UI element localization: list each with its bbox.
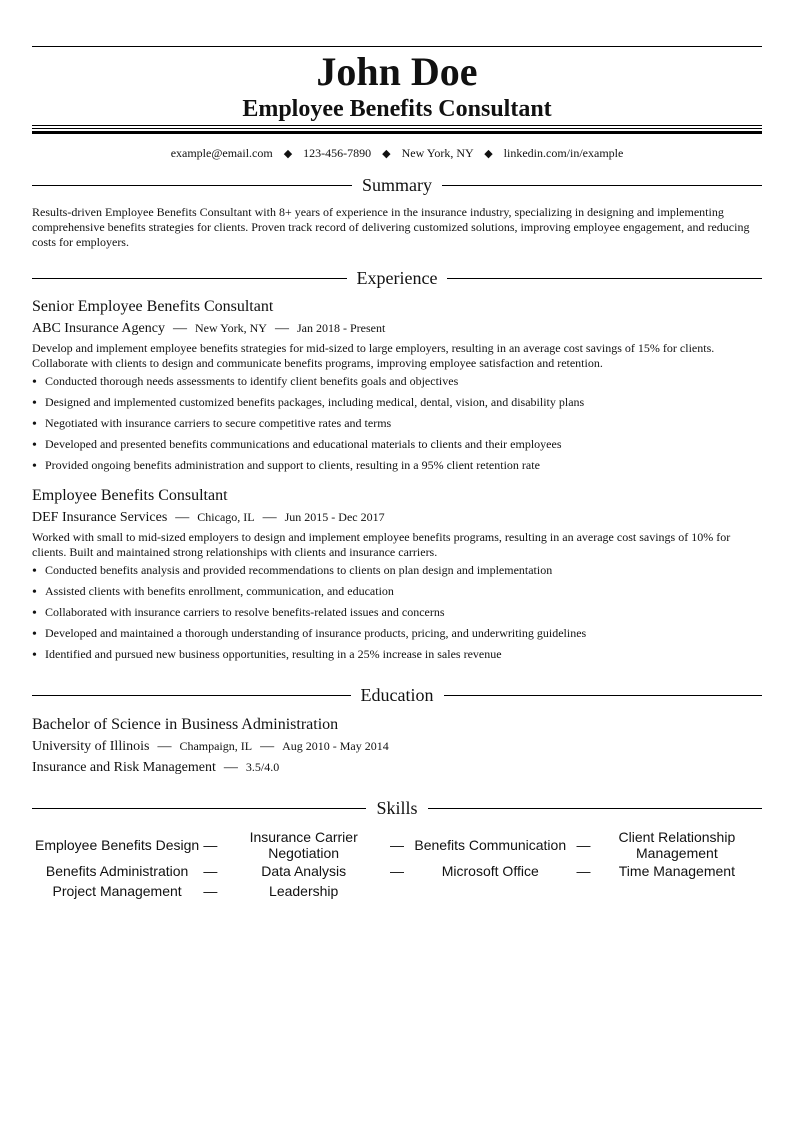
education-dates: Aug 2010 - May 2014 [282,739,389,753]
skill-item: Microsoft Office [441,863,539,879]
job-dates: Jan 2018 - Present [296,321,386,335]
contact-line [32,145,762,162]
diamond-separator-icon: ◆ [283,148,293,160]
resume-page [32,46,762,901]
bullet-icon: • [32,396,37,411]
job-company: ABC Insurance Agency [32,321,165,336]
school-name: University of Illinois [32,739,150,754]
experience-heading-label: Experience [356,268,438,288]
skill-separator: — [576,837,591,853]
degree: Bachelor of Science in Business Administration [32,716,339,733]
job-bullets [32,563,762,664]
list-item: • Developed and maintained a thorough understanding of insurance products, pricing, and underwriting guidelines [32,626,587,642]
bullet-icon: • [32,375,37,390]
experience-heading [32,267,762,289]
skills-heading [32,797,762,819]
job-title: Senior Employee Benefits Consultant [32,298,274,315]
skill-separator: — [389,837,404,853]
bullet-icon: • [32,459,37,474]
job-location: New York, NY [194,321,267,335]
list-item: • Collaborated with insurance carriers to resolve benefits-related issues and concerns [32,605,445,621]
job-company: DEF Insurance Services [32,510,168,525]
candidate-name: John Doe [316,49,478,94]
summary-heading-label: Summary [362,175,432,195]
job-title: Employee Benefits Consultant [32,487,228,504]
list-item: • Identified and pursued new business opportunities, resulting in a 25% increase in sales revenue [32,647,502,663]
list-item: • Provided ongoing benefits administration and support to clients, resulting in a 95% client retention rate [32,458,540,474]
major: Insurance and Risk Management [32,760,216,775]
skill-item: Employee Benefits Design [34,837,200,853]
bullet-icon: • [32,438,37,453]
school-location: Champaign, IL [179,739,253,753]
skill-item: Benefits Administration [45,863,189,879]
bullet-icon: • [32,627,37,642]
contact-linkedin: linkedin.com/in/example [503,146,624,160]
skill-separator: — [203,863,218,879]
skill-item: Time Management [618,863,735,879]
education-heading-label: Education [360,685,434,705]
skill-separator: — [203,837,218,853]
diamond-separator-icon: ◆ [484,148,493,160]
list-item: • Negotiated with insurance carriers to secure competitive rates and terms [32,416,392,432]
bullet-icon: • [32,585,37,600]
gpa: 3.5/4.0 [245,760,280,774]
table-row [32,861,762,881]
bullet-icon: • [32,564,37,579]
education-meta: University of Illinois — Champaign, IL — Aug 2010 - May 2014 [32,739,389,754]
job-dates: Jun 2015 - Dec 2017 [284,510,385,524]
table-row [32,829,762,861]
skills-table [32,829,762,901]
job-meta: ABC Insurance Agency — New York, NY — Jan 2018 - Present [32,321,386,336]
skill-item: Data Analysis [261,863,347,879]
skill-item: Benefits Communication [414,837,567,853]
job-meta: DEF Insurance Services — Chicago, IL — Jun 2015 - Dec 2017 [32,510,385,525]
list-item: • Developed and presented benefits communications and educational materials to clients and their employees [32,437,562,453]
contact-email: example@email.com [170,146,273,160]
skill-item: Client Relationship Management [618,829,736,861]
job-entry [32,297,762,475]
job-description: Develop and implement employee benefits strategies for mid-sized to large employers, resulting in an average cost savings of 15% for clients. Collaborate with clients to design and communicate benefits programs, improving employee satisfaction and retention. [32,341,715,370]
table-row [32,881,762,901]
list-item: • Designed and implemented customized benefits packages, including medical, dental, vision, and disability plans [32,395,585,411]
job-bullets [32,374,762,475]
contact-phone: 123-456-7890 [303,146,372,160]
skills-heading-label: Skills [376,798,418,818]
summary-text: Results-driven Employee Benefits Consultant with 8+ years of experience in the insurance industry, specializing in designing and implementing comprehensive benefits strategies for clients. Proven track record of delivering customized solutions, improving employee engagement, and reducing costs for employers. [32,205,750,249]
skill-separator: — [389,863,404,879]
list-item: • Conducted benefits analysis and provided recommendations to clients on plan design and implementation [32,563,553,579]
diamond-separator-icon: ◆ [382,148,391,160]
skill-separator: — [203,883,218,899]
job-entry [32,486,762,664]
job-location: Chicago, IL [197,510,255,524]
summary-heading [32,174,762,196]
education-entry [32,715,762,777]
list-item: • Assisted clients with benefits enrollment, communication, and education [32,584,394,600]
top-rule [32,46,762,47]
bullet-icon: • [32,417,37,432]
contact-location: New York, NY [401,146,474,160]
bullet-icon: • [32,648,37,663]
list-item: • Conducted thorough needs assessments to identify client benefits goals and objectives [32,374,459,390]
skill-item: Insurance Carrier Negotiation [249,829,358,861]
bullet-icon: • [32,606,37,621]
skill-separator: — [576,863,591,879]
skill-item: Project Management [52,883,182,899]
header-divider [32,125,762,134]
education-heading [32,684,762,706]
skill-item: Leadership [269,883,339,899]
job-description: Worked with small to mid-sized employers to design and implement employee benefits programs, resulting in an average cost savings of 10% for clients. Built and maintained strong relationships with clients and insurance carriers. [32,530,731,559]
education-major-line: Insurance and Risk Management — 3.5/4.0 [32,760,280,775]
candidate-title: Employee Benefits Consultant [242,96,552,122]
